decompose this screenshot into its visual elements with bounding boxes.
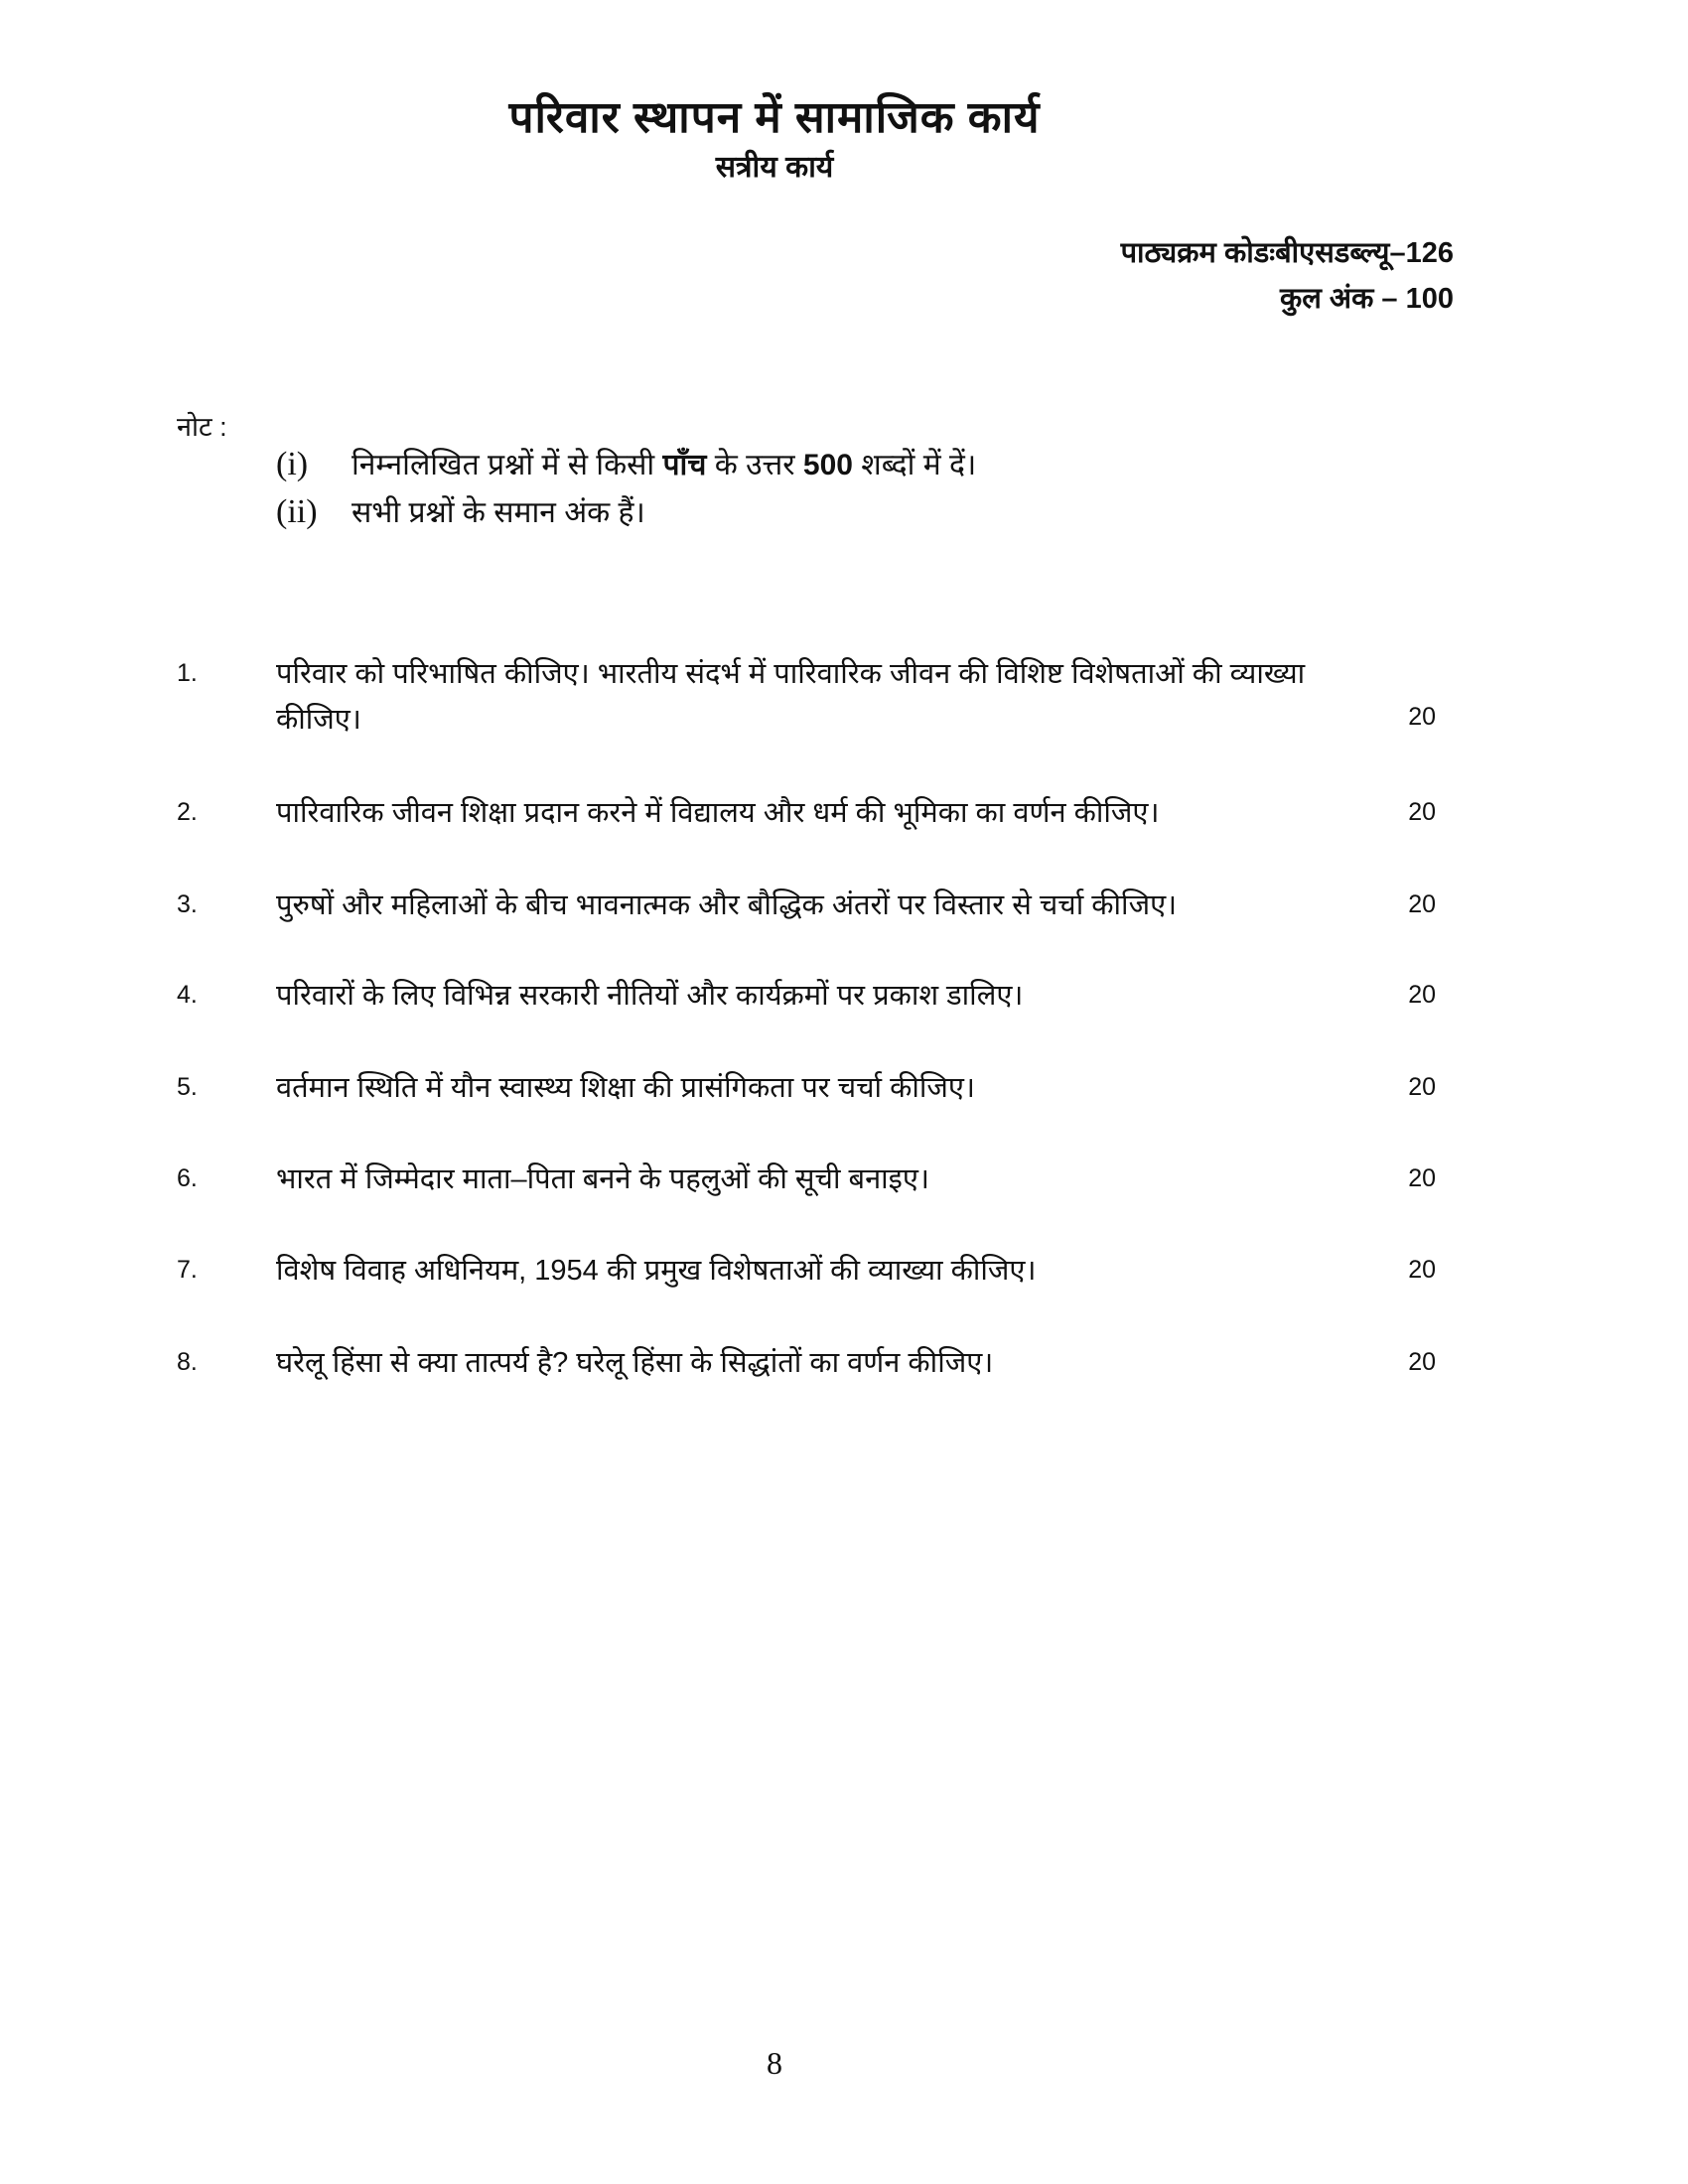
question-text: घरेलू हिंसा से क्या तात्पर्य है? घरेलू हिंसा के सिद्धांतों का वर्णन कीजिए। <box>276 1347 994 1379</box>
note-text-part: शब्दों में दें। <box>852 449 977 481</box>
question-text: वर्तमान स्थिति में यौन स्वास्थ्य शिक्षा की प्रासंगिकता पर चर्चा कीजिए। <box>276 1072 975 1104</box>
question-marks: 20 <box>1408 1348 1436 1376</box>
document-title: परिवार स्थापन में सामाजिक कार्य <box>508 93 1041 142</box>
question-row <box>177 1248 1458 1297</box>
question-text: परिवार को परिभाषित कीजिए। भारतीय संदर्भ में पारिवारिक जीवन की विशिष्ट विशेषताओं की व्याख्या कीजिए। <box>276 658 1306 736</box>
question-marks: 20 <box>1408 1164 1436 1192</box>
question-number: 1. <box>177 659 198 687</box>
note-bold-count: पाँच <box>662 449 707 481</box>
question-marks: 20 <box>1408 890 1436 918</box>
total-marks: कुल अंक – 100 <box>1279 283 1454 315</box>
question-marks: 20 <box>1408 981 1436 1009</box>
question-marks: 20 <box>1408 1256 1436 1284</box>
course-code: पाठ्यक्रम कोडःबीएसडब्ल्यू–126 <box>1120 237 1454 269</box>
question-marks: 20 <box>1408 798 1436 826</box>
question-row <box>177 973 1458 1023</box>
note-text <box>352 443 976 483</box>
question-row <box>177 651 1458 747</box>
question-marks: 20 <box>1408 703 1436 731</box>
note-label: नोट : <box>177 412 227 442</box>
question-number: 5. <box>177 1073 198 1101</box>
question-number: 3. <box>177 890 198 918</box>
question-text: पुरुषों और महिलाओं के बीच भावनात्मक और बौद्धिक अंतरों पर विस्तार से चर्चा कीजिए। <box>276 889 1178 921</box>
note-text: सभी प्रश्नों के समान अंक हैं। <box>352 496 645 529</box>
question-number: 8. <box>177 1348 198 1376</box>
question-row <box>177 1340 1458 1390</box>
question-number: 2. <box>177 798 198 826</box>
note-item-1 <box>276 443 976 483</box>
document-subtitle: सत्रीय कार्य <box>715 151 834 184</box>
question-text: भारत में जिम्मेदार माता–पिता बनने के पहलुओं की सूची बनाइए। <box>276 1163 929 1195</box>
note-item-2 <box>276 490 645 531</box>
question-number: 4. <box>177 981 198 1009</box>
note-text-part: निम्नलिखित प्रश्नों में से किसी <box>352 449 663 481</box>
note-marker: (i) <box>276 446 309 482</box>
question-text: विशेष विवाह अधिनियम, 1954 की प्रमुख विशेषताओं की व्याख्या कीजिए। <box>276 1255 1037 1287</box>
note-text-part: के उत्तर <box>706 449 803 481</box>
note-marker: (ii) <box>276 493 318 530</box>
question-row <box>177 790 1458 840</box>
question-number: 7. <box>177 1256 198 1284</box>
page-number: 8 <box>767 2045 782 2081</box>
question-row <box>177 883 1458 932</box>
question-text: पारिवारिक जीवन शिक्षा प्रदान करने में विद्यालय और धर्म की भूमिका का वर्णन कीजिए। <box>276 797 1160 829</box>
note-bold-words: 500 <box>802 449 853 481</box>
question-row <box>177 1157 1458 1206</box>
question-marks: 20 <box>1408 1073 1436 1101</box>
question-text: परिवारों के लिए विभिन्न सरकारी नीतियों और कार्यक्रमों पर प्रकाश डालिए। <box>276 980 1024 1012</box>
question-number: 6. <box>177 1164 198 1192</box>
question-row <box>177 1065 1458 1115</box>
